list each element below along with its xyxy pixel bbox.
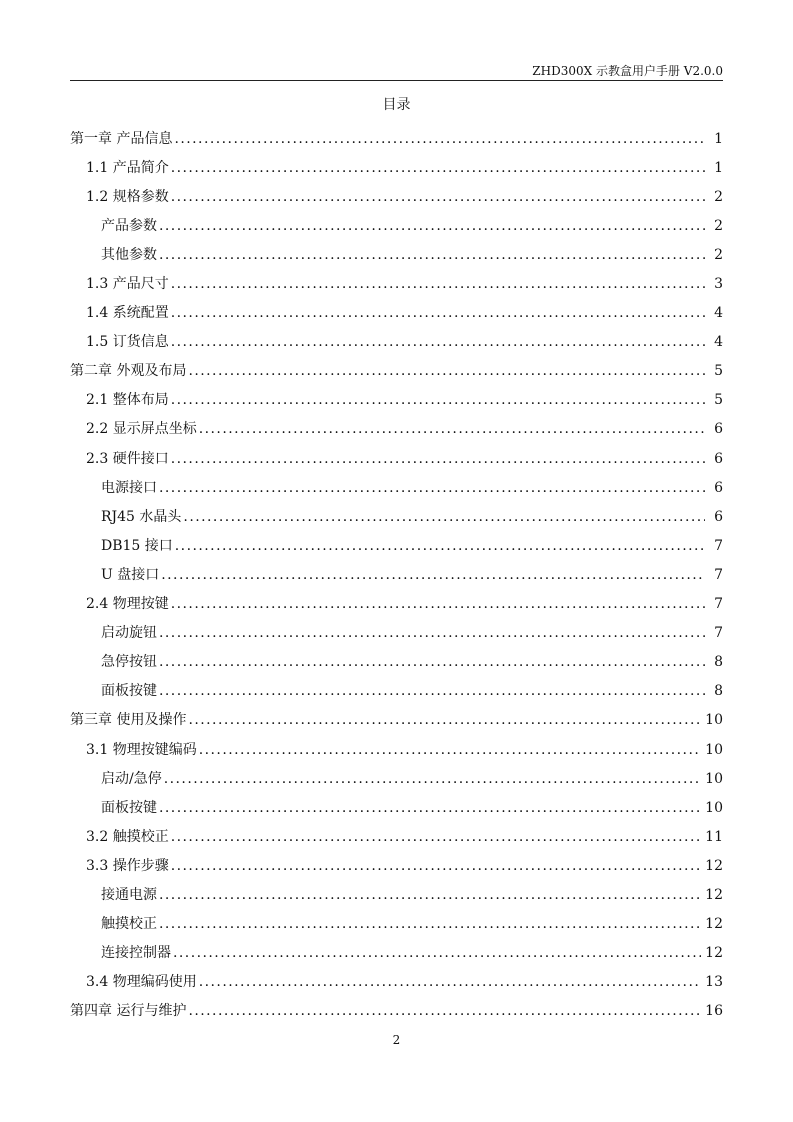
toc-entry-page: 16 <box>705 1003 723 1020</box>
toc-leader-dots <box>174 130 705 148</box>
toc-leader-dots <box>188 711 701 729</box>
toc-entry-label: 2.3 硬件接口 <box>86 450 169 467</box>
toc-leader-dots <box>159 915 701 933</box>
toc-entry-label: 1.5 订货信息 <box>86 334 169 351</box>
toc-title: 目录 <box>382 97 411 113</box>
toc-entry-page: 2 <box>714 246 723 263</box>
toc-entry-label: 1.3 产品尺寸 <box>86 276 169 293</box>
toc-leader-dots <box>171 391 705 409</box>
toc-entry[interactable] <box>70 590 723 619</box>
page-number: 2 <box>392 1033 401 1047</box>
toc-entry-label: 电源接口 <box>101 479 157 496</box>
toc-entry[interactable] <box>70 531 723 560</box>
toc-entry[interactable] <box>70 910 723 939</box>
toc-leader-dots <box>175 537 705 555</box>
toc-entry[interactable] <box>70 822 723 851</box>
toc-entry-label: 2.4 物理按键 <box>86 596 169 613</box>
toc-entry-label: 接通电源 <box>101 886 157 903</box>
toc-entry[interactable] <box>70 269 723 298</box>
toc-entry-label: 2.1 整体布局 <box>86 392 169 409</box>
toc-entry-label: DB15 接口 <box>101 537 173 554</box>
toc-leader-dots <box>171 159 705 177</box>
toc-entry-label: 产品参数 <box>101 217 157 234</box>
toc-entry[interactable] <box>70 735 723 764</box>
toc-entry[interactable] <box>70 764 723 793</box>
toc-entry[interactable] <box>70 473 723 502</box>
toc-entry-label: 3.1 物理按键编码 <box>86 741 197 758</box>
toc-entry[interactable] <box>70 851 723 880</box>
toc-entry-page: 7 <box>714 537 723 554</box>
toc-entry-page: 10 <box>705 741 723 758</box>
toc-entry-page: 3 <box>714 276 723 293</box>
toc-entry[interactable] <box>70 619 723 648</box>
toc-entry-label: 启动旋钮 <box>101 625 157 642</box>
toc-entry-page: 10 <box>705 712 723 729</box>
toc-entry-label: 第二章 外观及布局 <box>70 363 187 380</box>
toc-entry-page: 1 <box>714 159 723 176</box>
toc-entry-page: 4 <box>714 305 723 322</box>
toc-entry-page: 7 <box>714 596 723 613</box>
toc-entry[interactable] <box>70 415 723 444</box>
toc-entry[interactable] <box>70 299 723 328</box>
toc-entry-page: 6 <box>714 450 723 467</box>
toc-entry-page: 12 <box>705 945 723 962</box>
toc-entry-label: 2.2 显示屏点坐标 <box>86 421 197 438</box>
toc-entry-label: 3.3 操作步骤 <box>86 857 169 874</box>
toc-leader-dots <box>159 682 705 700</box>
toc-leader-dots <box>188 1002 701 1020</box>
toc-entry[interactable] <box>70 328 723 357</box>
toc-entry[interactable] <box>70 386 723 415</box>
toc-entry[interactable] <box>70 648 723 677</box>
toc-entry-page: 11 <box>705 828 723 845</box>
toc-entry-page: 13 <box>705 974 723 991</box>
toc-entry[interactable] <box>70 939 723 968</box>
toc-entry-page: 2 <box>714 188 723 205</box>
toc-leader-dots <box>173 944 701 962</box>
toc-entry-label: 3.4 物理编码使用 <box>86 974 197 991</box>
table-of-contents <box>70 124 723 1026</box>
toc-entry-label: 第四章 运行与维护 <box>70 1003 187 1020</box>
toc-leader-dots <box>171 333 705 351</box>
toc-leader-dots <box>159 479 705 497</box>
toc-entry-page: 7 <box>714 625 723 642</box>
toc-entry[interactable] <box>70 706 723 735</box>
toc-entry[interactable] <box>70 560 723 589</box>
toc-entry-label: RJ45 水晶头 <box>101 508 182 525</box>
toc-leader-dots <box>171 595 705 613</box>
toc-leader-dots <box>199 973 701 991</box>
toc-entry-label: 其他参数 <box>101 246 157 263</box>
toc-entry-page: 5 <box>714 363 723 380</box>
toc-entry[interactable] <box>70 968 723 997</box>
toc-entry-page: 5 <box>714 392 723 409</box>
toc-entry[interactable] <box>70 240 723 269</box>
toc-entry-label: 面板按键 <box>101 799 157 816</box>
toc-entry-label: 急停按钮 <box>101 654 157 671</box>
toc-leader-dots <box>199 420 705 438</box>
toc-entry-page: 12 <box>705 916 723 933</box>
toc-leader-dots <box>159 246 705 264</box>
toc-entry-page: 10 <box>705 770 723 787</box>
toc-entry-page: 1 <box>714 130 723 147</box>
toc-entry-page: 6 <box>714 479 723 496</box>
toc-leader-dots <box>159 653 705 671</box>
toc-leader-dots <box>159 886 701 904</box>
toc-entry-label: 面板按键 <box>101 683 157 700</box>
toc-entry[interactable] <box>70 997 723 1026</box>
toc-entry[interactable] <box>70 357 723 386</box>
toc-entry-label: 第三章 使用及操作 <box>70 712 187 729</box>
toc-leader-dots <box>159 799 701 817</box>
toc-entry-label: U 盘接口 <box>101 566 160 583</box>
toc-leader-dots <box>159 217 705 235</box>
toc-entry[interactable] <box>70 124 723 153</box>
toc-entry-label: 触摸校正 <box>101 916 157 933</box>
toc-leader-dots <box>199 741 701 759</box>
toc-entry-page: 6 <box>714 421 723 438</box>
toc-entry-page: 8 <box>714 654 723 671</box>
toc-entry-page: 12 <box>705 857 723 874</box>
toc-entry-page: 2 <box>714 217 723 234</box>
toc-entry-page: 10 <box>705 799 723 816</box>
toc-leader-dots <box>171 304 705 322</box>
toc-entry[interactable] <box>70 880 723 909</box>
toc-entry-label: 1.2 规格参数 <box>86 188 169 205</box>
toc-entry-page: 8 <box>714 683 723 700</box>
toc-entry[interactable] <box>70 444 723 473</box>
toc-leader-dots <box>188 362 705 380</box>
toc-leader-dots <box>164 770 701 788</box>
toc-entry[interactable] <box>70 211 723 240</box>
toc-leader-dots <box>171 275 705 293</box>
toc-leader-dots <box>159 624 705 642</box>
toc-entry-label: 1.4 系统配置 <box>86 305 169 322</box>
toc-entry-label: 第一章 产品信息 <box>70 130 173 147</box>
toc-entry-label: 1.1 产品简介 <box>86 159 169 176</box>
toc-leader-dots <box>171 828 701 846</box>
toc-entry-page: 7 <box>714 566 723 583</box>
toc-entry-page: 4 <box>714 334 723 351</box>
running-header: ZHD300X 示教盒用户手册 V2.0.0 <box>70 62 723 81</box>
toc-leader-dots <box>171 450 705 468</box>
toc-entry-label: 3.2 触摸校正 <box>86 828 169 845</box>
toc-entry[interactable] <box>70 153 723 182</box>
toc-entry[interactable] <box>70 502 723 531</box>
toc-entry[interactable] <box>70 793 723 822</box>
toc-leader-dots <box>161 566 705 584</box>
toc-entry-page: 12 <box>705 886 723 903</box>
toc-entry-label: 启动/急停 <box>101 770 162 787</box>
toc-entry[interactable] <box>70 677 723 706</box>
toc-entry-label: 连接控制器 <box>101 945 171 962</box>
toc-entry-page: 6 <box>714 508 723 525</box>
toc-leader-dots <box>171 188 705 206</box>
toc-entry[interactable] <box>70 182 723 211</box>
toc-leader-dots <box>171 857 701 875</box>
toc-leader-dots <box>183 508 705 526</box>
